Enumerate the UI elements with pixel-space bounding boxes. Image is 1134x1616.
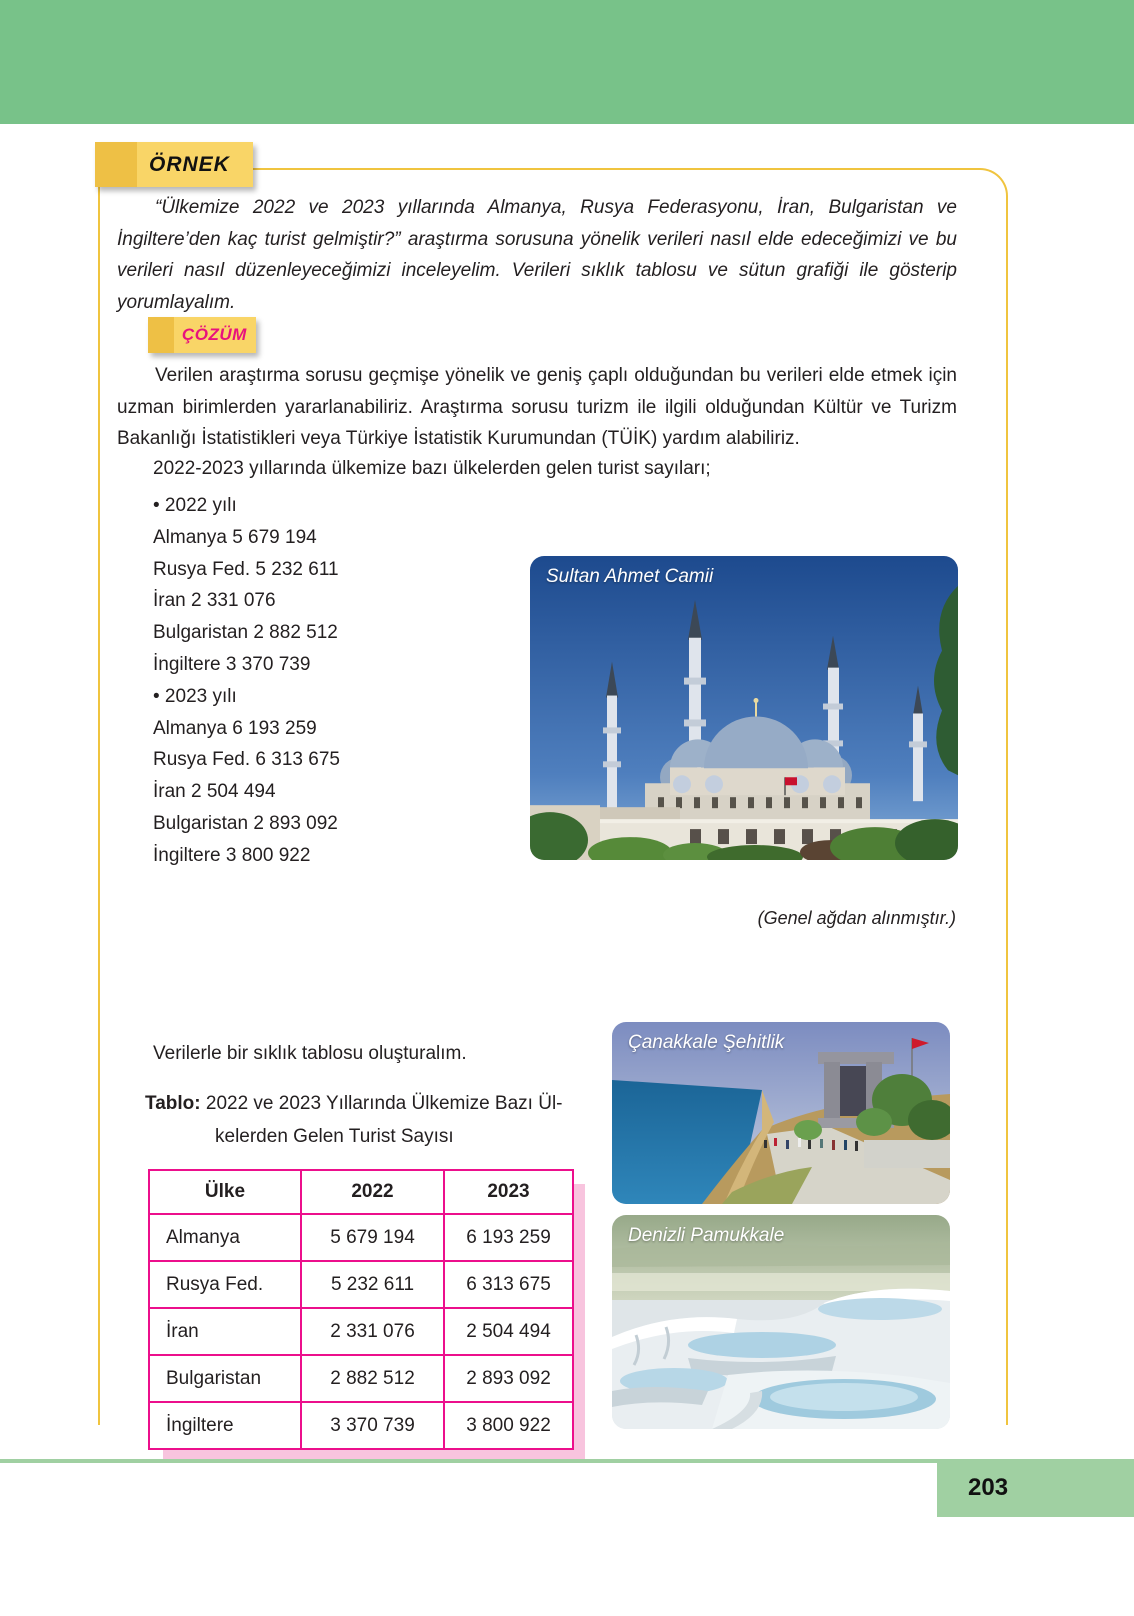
solution-paragraph: Verilen araştırma sorusu geçmişe yönelik ve geniş çaplı olduğundan bu verileri elde etmek için uzman birimlerden yararlanabiliriz. Araştırma sorusu turizm ile ilgili olduğundan Kültür ve Turizm Bakanlığı İstatistikleri veya Türkiye İstatistik Kurumundan (TÜİK) yardım alabiliriz. bbox=[117, 365, 957, 449]
cell-country: Rusya Fed. bbox=[149, 1261, 301, 1308]
data-intro-line: 2022-2023 yıllarında ülkemize bazı ülkelerden gelen turist sayıları; bbox=[153, 458, 711, 479]
header-2023: 2023 bbox=[444, 1170, 573, 1214]
table-row bbox=[149, 1261, 573, 1308]
cell-2023: 6 193 259 bbox=[444, 1214, 573, 1261]
data-line: Rusya Fed. 6 313 675 bbox=[153, 749, 340, 771]
cell-2023: 3 800 922 bbox=[444, 1402, 573, 1449]
ornek-badge-label: ÖRNEK bbox=[149, 152, 230, 176]
tourist-data-list bbox=[153, 490, 340, 872]
pamukkale-photo-label: Denizli Pamukkale bbox=[628, 1225, 785, 1246]
ornek-badge bbox=[95, 142, 253, 187]
mosque-photo bbox=[530, 556, 958, 860]
cell-2023: 2 504 494 bbox=[444, 1308, 573, 1355]
image-credit: (Genel ağdan alınmıştır.) bbox=[757, 908, 956, 928]
data-line: Bulgaristan 2 882 512 bbox=[153, 622, 338, 644]
cell-2022: 3 370 739 bbox=[301, 1402, 444, 1449]
page-number: 203 bbox=[968, 1474, 1009, 1501]
cell-country: İran bbox=[149, 1308, 301, 1355]
mosque-photo-illustration bbox=[530, 556, 958, 860]
cozum-badge-label: ÇÖZÜM bbox=[182, 325, 247, 344]
table-row bbox=[149, 1355, 573, 1402]
pamukkale-photo-illustration bbox=[612, 1215, 950, 1429]
cell-2023: 6 313 675 bbox=[444, 1261, 573, 1308]
frequency-table bbox=[148, 1169, 574, 1450]
data-line: İngiltere 3 370 739 bbox=[153, 653, 311, 675]
cell-2022: 2 331 076 bbox=[301, 1308, 444, 1355]
table-caption-label: Tablo: bbox=[145, 1093, 201, 1114]
year-2023-title: • 2023 yılı bbox=[153, 685, 237, 707]
badge-body bbox=[174, 317, 256, 353]
cell-2022: 5 679 194 bbox=[301, 1214, 444, 1261]
year-2022-title: • 2022 yılı bbox=[153, 495, 237, 516]
page-number-badge bbox=[937, 1459, 1134, 1517]
table-header-row bbox=[149, 1170, 573, 1214]
data-line: İran 2 504 494 bbox=[153, 781, 276, 803]
badge-body bbox=[137, 142, 253, 187]
cell-2022: 2 882 512 bbox=[301, 1355, 444, 1402]
table-caption-line2: kelerden Gelen Turist Sayısı bbox=[215, 1126, 454, 1147]
example-question-paragraph: “Ülkemize 2022 ve 2023 yıllarında Almanya, Rusya Federasyonu, İran, Bulgaristan ve İngiltere’den kaç turist gelmiştir?” araştırma sorusuna yönelik verileri nasıl elde edeceğimizi ve bu verileri nasıl düzenleyeceğimizi inceleyelim. Verileri sıklık tablosu ve sütun grafiği ile gösterip yorumlayalım. bbox=[117, 197, 957, 313]
cell-country: Almanya bbox=[149, 1214, 301, 1261]
data-line: İngiltere 3 800 922 bbox=[153, 844, 311, 866]
data-line: Rusya Fed. 5 232 611 bbox=[153, 558, 339, 580]
header-country: Ülke bbox=[149, 1170, 301, 1214]
table-intro-line: Verilerle bir sıklık tablosu oluşturalım. bbox=[153, 1043, 467, 1064]
data-line: Almanya 5 679 194 bbox=[153, 526, 317, 548]
data-line: Bulgaristan 2 893 092 bbox=[153, 812, 338, 834]
footer-line bbox=[0, 1459, 937, 1463]
cell-2023: 2 893 092 bbox=[444, 1355, 573, 1402]
data-line: İran 2 331 076 bbox=[153, 590, 276, 612]
table-row bbox=[149, 1402, 573, 1449]
cell-country: Bulgaristan bbox=[149, 1355, 301, 1402]
badge-fold bbox=[148, 317, 174, 353]
mosque-photo-label: Sultan Ahmet Camii bbox=[546, 566, 714, 587]
canakkale-photo-label: Çanakkale Şehitlik bbox=[628, 1032, 785, 1053]
canakkale-photo bbox=[612, 1022, 950, 1204]
table-caption-text: 2022 ve 2023 Yıllarında Ülkemize Bazı Ül- bbox=[205, 1093, 563, 1114]
table-caption-line1 bbox=[145, 1093, 563, 1115]
cell-2022: 5 232 611 bbox=[301, 1261, 444, 1308]
badge-fold bbox=[95, 142, 137, 187]
header-band bbox=[0, 0, 1134, 124]
table-row bbox=[149, 1308, 573, 1355]
header-2022: 2022 bbox=[301, 1170, 444, 1214]
cozum-badge bbox=[148, 317, 256, 353]
cell-country: İngiltere bbox=[149, 1402, 301, 1449]
pamukkale-photo bbox=[612, 1215, 950, 1429]
data-line: Almanya 6 193 259 bbox=[153, 717, 317, 739]
table-row bbox=[149, 1214, 573, 1261]
